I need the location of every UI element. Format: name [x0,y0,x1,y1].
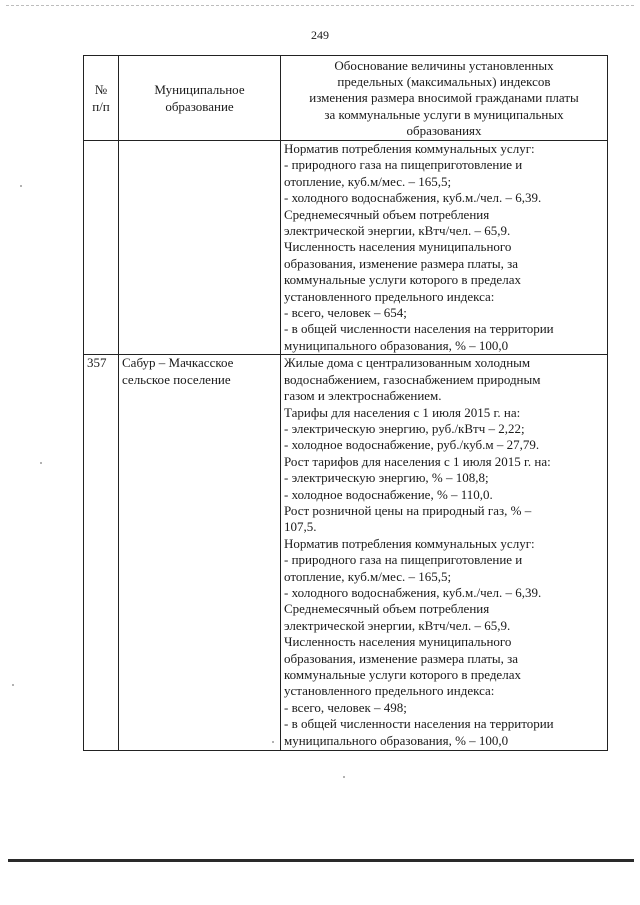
justification-line: муниципального образования, % – 100,0 [284,337,509,353]
justification-line: - холодное водоснабжение, % – 110,0. [284,486,493,502]
justification-line: 107,5. [284,519,317,535]
header-justification [281,56,608,141]
scan-speck [343,776,345,778]
row-number-cell: 357 [84,355,119,751]
justification-line: - в общей численности населения на территории [284,321,554,337]
justification-line: Жилые дома с централизованным холодным [284,355,531,371]
scan-speck [40,462,42,464]
justification-line: газом и электроснабжением. [284,388,442,404]
justification-line: - всего, человек – 654; [284,305,407,321]
table-header-row [84,56,608,141]
header-justification-line: изменения размера вносимой гражданами платы [309,90,579,106]
justification-line: - электрическую энергию, руб./кВтч – 2,22; [284,420,525,436]
row-municipality-cell [119,141,281,355]
justification-line: - холодного водоснабжения, куб.м./чел. – 6,39. [284,190,542,206]
row-municipality-cell [119,355,281,751]
header-justification-line: образованиях [406,122,482,138]
justification-line: образования, изменение размера платы, за [284,650,519,666]
justification-line: водоснабжением, газоснабжением природным [284,371,541,387]
scan-edge-line [6,5,634,8]
municipality-line: Сабур – Мачкасское [122,355,234,371]
scan-speck [20,185,22,187]
justification-line: Численность населения муниципального [284,634,512,650]
scan-speck [272,741,274,743]
row-number-cell [84,141,119,355]
justification-line: - холодное водоснабжение, руб./куб.м – 27,79. [284,437,540,453]
justification-line: коммунальные услуги которого в пределах [284,667,521,683]
justification-line: электрической энергии, кВтч/чел. – 65,9. [284,617,511,633]
justification-line: - электрическую энергию, % – 108,8; [284,470,489,486]
justification-line: - природного газа на пищеприготовление и [284,157,523,173]
municipality-line: сельское поселение [122,371,231,387]
justification-line: - в общей численности населения на территории [284,716,554,732]
justification-line: - холодного водоснабжения, куб.м./чел. – 6,39. [284,584,542,600]
row-justification-cell [281,355,608,751]
header-num [84,56,119,141]
justification-line: установленного предельного индекса: [284,288,495,304]
justification-line: муниципального образования, % – 100,0 [284,732,509,748]
header-justification-line: за коммунальные услуги в муниципальных [324,106,564,122]
scan-bottom-edge [8,859,634,862]
justification-line: отопление, куб.м/мес. – 165,5; [284,568,452,584]
justification-line: - всего, человек – 498; [284,699,407,715]
tariff-index-table [83,55,608,751]
justification-line: Среднемесячный объем потребления [284,601,490,617]
justification-line: коммунальные услуги которого в пределах [284,272,521,288]
header-municipality-line: образование [165,98,234,114]
header-municipality-line: Муниципальное [154,82,245,98]
justification-line: отопление, куб.м/мес. – 165,5; [284,173,452,189]
justification-line: Среднемесячный объем потребления [284,206,490,222]
header-municipality [119,56,281,141]
table-row [84,355,608,751]
justification-line: Тарифы для населения с 1 июля 2015 г. на: [284,404,521,420]
justification-line: образования, изменение размера платы, за [284,255,519,271]
header-justification-line: Обоснование величины установленных [334,58,554,73]
header-justification-line: предельных (максимальных) индексов [337,74,551,90]
header-num-line: п/п [92,98,110,114]
justification-line: Норматив потребления коммунальных услуг: [284,141,535,157]
justification-line: Рост тарифов для населения с 1 июля 2015 г. на: [284,453,551,469]
justification-line: Рост розничной цены на природный газ, % – [284,502,532,518]
justification-line: электрической энергии, кВтч/чел. – 65,9. [284,223,511,239]
header-num-line: № [94,82,108,98]
justification-line: Численность населения муниципального [284,239,512,255]
justification-line: установленного предельного индекса: [284,683,495,699]
row-justification-cell [281,141,608,355]
page-number: 249 [311,28,329,42]
justification-line: - природного газа на пищеприготовление и [284,552,523,568]
table-row [84,141,608,355]
scan-speck [12,684,14,686]
justification-line: Норматив потребления коммунальных услуг: [284,535,535,551]
